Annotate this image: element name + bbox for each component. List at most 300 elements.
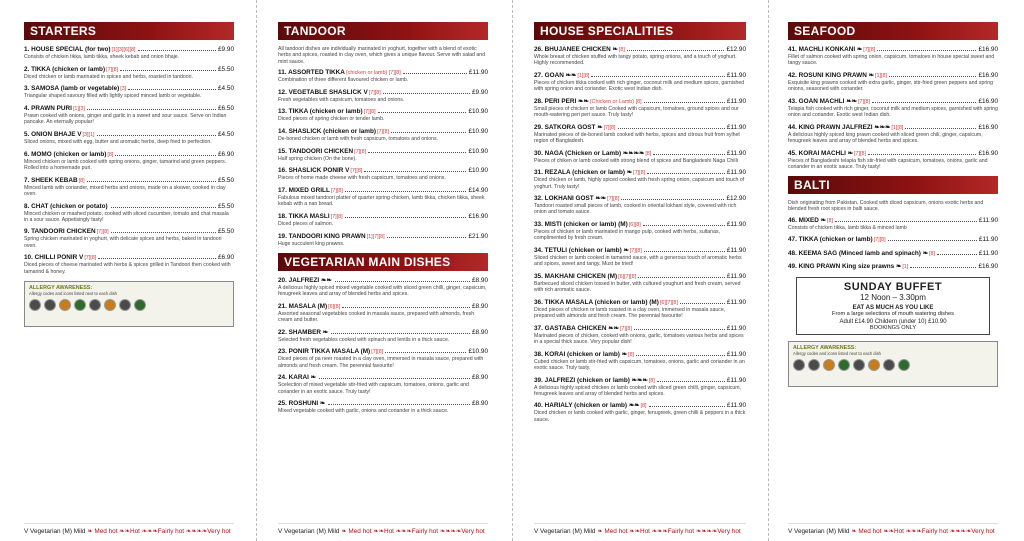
menu-item-title-row	[278, 128, 488, 136]
menu-item	[278, 348, 488, 368]
menu-item-name: 35. MAKHANI CHICKEN (M)	[534, 272, 618, 280]
allergen-codes: [1][8]	[577, 72, 590, 79]
allergy-box	[788, 341, 998, 387]
menu-item	[278, 277, 488, 297]
menu-item-title-row	[278, 348, 488, 356]
menu-item-title-row	[278, 277, 488, 285]
dot-leader	[345, 217, 467, 218]
menu-item	[788, 150, 998, 170]
spice-legend: V Vegetarian (M) Mild ❧ Med hot ❧❧Hot ❧❧❧Fairly hot ❧❧❧❧Very hot	[788, 523, 998, 535]
menu-item-name: 31. REZALA (chicken or lamb) ❧	[534, 169, 633, 177]
menu-item-title-row	[24, 131, 234, 139]
menu-item-description: Exquisite king prawns cooked with extra garlic, ginger, stir-fried green peppers and spring onions, seasoned with coriander.	[788, 79, 994, 93]
fold-line	[256, 0, 257, 541]
allergen-icon	[134, 299, 146, 311]
menu-item	[24, 151, 234, 171]
allergen-codes: [8]	[628, 351, 635, 358]
dot-leader	[368, 152, 466, 153]
menu-item-price: £10.90	[468, 128, 488, 135]
menu-item-description: Diced chicken or lamb marinated in spices and herbs, roasted in tandoori.	[24, 73, 193, 80]
menu-item-price: £4.50	[218, 85, 234, 93]
menu-item-price: £11.90	[726, 272, 746, 280]
section-header-seafood: SEAFOOD	[788, 22, 998, 40]
allergen-icon	[853, 359, 865, 371]
menu-item-price: £11.90	[468, 68, 488, 76]
dot-leader	[364, 171, 466, 172]
menu-item-name: 26. BHUJANEE CHICKEN ❧	[534, 46, 618, 53]
dot-leader	[680, 303, 725, 304]
menu-item-description: Huge succulent king prawns.	[278, 240, 345, 247]
dot-leader	[111, 207, 216, 208]
menu-item-price: £5.50	[218, 65, 234, 73]
allergen-icon	[808, 359, 820, 371]
menu-item-description: Whole breast of chicken stuffed with tangy potato, spring onions, and a touch of yoghurt. Highly recommended.	[534, 54, 737, 67]
menu-item	[278, 400, 488, 414]
menu-item	[788, 217, 998, 231]
menu-item-name: 12. VEGETABLE SHASLICK V	[278, 88, 368, 96]
menu-item-name: 8. CHAT (chicken or potato)	[24, 202, 108, 210]
menu-item-title-row	[534, 273, 746, 281]
starters-list	[24, 46, 234, 275]
menu-item-title-row	[788, 72, 998, 80]
menu-item-title-row	[788, 236, 998, 244]
menu-item-title-row	[534, 221, 746, 229]
menu-item-title-row	[534, 169, 746, 177]
panel-starters	[18, 0, 240, 541]
menu-item-description: Half spring chicken (On the bone).	[278, 155, 357, 162]
menu-item-price: £11.90	[726, 324, 746, 332]
menu-item	[788, 263, 998, 271]
menu-item-name: 38. KORAI (chicken or lamb) ❧	[534, 350, 628, 358]
menu-item-title-row	[534, 46, 746, 54]
menu-item-description: Sliced chicken or lamb cooked in tamarind sauce, with a generous touch of aromatic herbs and spices, sweet and tangy. Must be tried!	[534, 255, 742, 268]
allergen-icon	[898, 359, 910, 371]
menu-item-title-row	[278, 303, 488, 311]
menu-item	[788, 250, 998, 258]
allergen-codes: [7][8]	[619, 325, 632, 332]
menu-item-name: 3. SAMOSA (lamb or vegetable)	[24, 85, 120, 93]
menu-item-name: 39. JALFREZI (chicken or lamb) ❧❧❧	[534, 376, 648, 384]
menu-item-description: Barbecued sliced chicken tossed in butter, with cultured youghurt and fresh cream, served with rich aromatic sauce.	[534, 280, 741, 294]
menu-item-price: £21.90	[468, 232, 488, 240]
menu-item-description: Pieces of home made cheese with fresh capsicum, tomatoes and onions.	[278, 175, 446, 182]
menu-item-description: Pieces of Bangladeshi telapia fish stir-fried with capsicum, tomatoes, onions, garlic and coriander in an exotic sauce. Truly tasty!	[788, 157, 988, 170]
menu-item	[788, 98, 998, 118]
menu-item-description: Diced chicken or lamb cooked with garlic, ginger, fenugreek, green chilli & peppers in a thick sauce.	[534, 410, 746, 423]
menu-item	[788, 72, 998, 92]
allergy-title: ALLERGY AWARENESS:	[29, 284, 93, 291]
allergen-codes: [7][8]	[633, 170, 646, 177]
allergen-icon	[838, 359, 850, 371]
menu-item-price: £12.90	[726, 195, 746, 203]
buffet-booking: BOOKINGS ONLY	[869, 325, 917, 332]
menu-item-description: Fresh vegetables with capsicum, tomatoes and onions.	[278, 96, 405, 103]
menu-item-description: Assorted seasonal vegetables cooked in masala sauce, prepared with almonds, fresh cream and butter.	[278, 310, 475, 324]
menu-item	[534, 46, 746, 66]
menu-item-title-row	[788, 150, 998, 158]
dot-leader	[872, 102, 977, 103]
menu-item-description: Fabulous mixed tandoori platter of quarter spring chicken, lamb tikka, chicken tikka, sheek kebab with a nan bread.	[278, 195, 485, 208]
allergen-codes: [7][8]	[330, 214, 343, 221]
menu-item-price: £16.90	[978, 46, 998, 53]
allergen-codes: [8]	[645, 150, 652, 157]
allergen-codes: [8]	[618, 47, 625, 53]
menu-item-name: 49. KING PRAWN King size prawns ❧	[788, 263, 902, 271]
menu-item-name: 7. SHEEK KEBAB	[24, 176, 78, 184]
menu-item-name: 1. HOUSE SPECIAL (for two)	[24, 46, 111, 53]
menu-item-name: 17. MIXED GRILL	[278, 187, 330, 195]
dot-leader	[385, 352, 466, 353]
menu-item-price: £11.90	[978, 236, 998, 244]
allergen-codes: [1][8]	[891, 124, 904, 131]
menu-item-description: Minced chicken or lamb cooked with spring onions, ginger, tamarind and green peppers. Rolled into a homemade puri.	[24, 158, 227, 171]
seafood-list	[788, 46, 998, 170]
dot-leader	[653, 154, 725, 155]
menu-item-price: £9.90	[472, 88, 488, 96]
dot-leader	[868, 154, 976, 155]
menu-item-name: 36. TIKKA MASALA (chicken or lamb) (M)	[534, 298, 659, 306]
allergen-codes: [7][8]	[84, 255, 97, 262]
menu-item-description: Spring chicken marinated in yoghurt, with delicate spices and herbs, baked in tandoori oven.	[24, 236, 222, 249]
menu-item-title-row	[534, 351, 746, 359]
menu-item-name: 5. ONION BHAJE V	[24, 131, 82, 139]
menu-item-description: Diced pieces of cheese marinated with herbs & spices grilled in Tandoori then cooked with tamarind & honey.	[24, 262, 231, 275]
allergen-icon	[793, 359, 805, 371]
menu-item-price: £16.90	[978, 263, 998, 271]
menu-item-name: 18. TIKKA MASLI	[278, 213, 330, 221]
menu-item-name: 44. KING PRAWN JALFREZI ❧❧❧	[788, 123, 891, 131]
dot-leader	[657, 381, 725, 382]
menu-item-description: Pieces of chiken or lamb cooked with strong blend of spices and Bangladeshi Naga Chilli	[534, 157, 738, 164]
menu-item-name: 43. GOAN MACHLI ❧❧	[788, 97, 857, 105]
menu-item-price: £11.90	[726, 350, 746, 358]
menu-item	[788, 236, 998, 244]
dot-leader	[638, 277, 725, 278]
allergen-codes: [6][7][8]	[618, 273, 637, 280]
allergen-codes: [7][8]	[603, 124, 616, 131]
menu-item-price: £16.90	[978, 71, 998, 79]
menu-item	[24, 228, 234, 248]
menu-item-price: £12.90	[726, 46, 746, 53]
menu-item-price: £11.90	[726, 169, 746, 177]
allergen-codes: [1][7][8]	[366, 233, 385, 240]
allergen-codes: [3]	[120, 86, 127, 93]
menu-item	[788, 124, 998, 144]
dot-leader	[98, 258, 216, 259]
menu-item	[534, 377, 746, 397]
menu-item-description: Combination of three different flavoured chicken or lamb.	[278, 76, 409, 83]
menu-item-name: 9. TANDOORI CHICKEN	[24, 228, 96, 236]
dot-leader	[888, 240, 977, 241]
menu-item-description: Small pieces of chicken or lamb Cooked with capsicum, tomatoes, ground spices and our mouth-watering peri peri sauce. Truly tasty!	[534, 105, 739, 119]
menu-item-name: 42. ROSUNI KING PRAWN ❧	[788, 71, 874, 79]
menu-item-price: £11.90	[726, 376, 746, 384]
menu-item	[534, 325, 746, 345]
dot-leader	[115, 155, 216, 156]
menu-item-title-row	[788, 217, 998, 225]
menu-item-title-row	[788, 124, 998, 132]
menu-item-title-row	[24, 203, 234, 211]
menu-item-price: £11.90	[978, 216, 998, 224]
dot-leader	[383, 93, 470, 94]
allergen-codes: [1][3]	[72, 106, 85, 113]
allergen-icon	[59, 299, 71, 311]
menu-item-price: £6.50	[218, 105, 234, 113]
menu-item-title-row	[534, 402, 746, 410]
menu-item-description: Marinated pieces of de-boned lamb cooked with herbs, spices and citrous fruit from sylhet region of Bangladesh.	[534, 131, 740, 144]
allergen-icon	[868, 359, 880, 371]
menu-item	[278, 329, 488, 343]
menu-item-description: Minced lamb with coriander, mixed herbs and onions, made on a skewer, cooked in clay oven.	[24, 184, 226, 197]
spice-legend: V Vegetarian (M) Mild ❧ Med hot ❧❧Hot ❧❧❧Fairly hot ❧❧❧❧Very hot	[534, 523, 746, 535]
menu-item-price: £8.90	[472, 328, 488, 336]
dot-leader	[403, 73, 467, 74]
dot-leader	[387, 237, 467, 238]
menu-item	[24, 85, 234, 99]
menu-item	[534, 169, 746, 189]
menu-item-description: Prawn cooked with onions, ginger and garlic in a sweet and sour sauce. Serve on Indian pancake. An eternally popular!	[24, 113, 227, 126]
menu-item-name: 6. MOMO (chicken or lamb)	[24, 150, 107, 158]
dot-leader	[877, 50, 976, 51]
menu-item-name: 25. ROSHUNI ❧	[278, 400, 326, 408]
menu-item-title-row	[534, 98, 746, 106]
allergen-codes: [7][8]	[363, 109, 376, 116]
menu-item-title-row	[24, 151, 234, 159]
allergen-codes: [7][8]	[377, 129, 390, 135]
dot-leader	[634, 329, 725, 330]
allergen-codes: (Chicken or Lamb) [8]	[589, 98, 642, 105]
sunday-buffet-box	[796, 277, 990, 335]
tandoor-intro: All tandoori dishes are individually marinated in yoghurt, together with a blend of exotic herbs and spices, roasted in clay oven, which gives a unique flavour. Serve with salad and mint sauce.	[278, 46, 486, 65]
menu-item-title-row	[24, 177, 234, 185]
menu-item-description: Marinated pieces of chicken, cooked with onions, garlic, tomatoes various herbs and spices in a special thick sauce. Very popular dish!	[534, 332, 744, 345]
allergen-codes: [7][8]	[857, 98, 870, 105]
buffet-title: SUNDAY BUFFET	[843, 281, 943, 294]
menu-item-price: £10.90	[468, 147, 488, 155]
menu-item-description: Fillet of salmon cooked with spring onion, capsicum, tomatoes in house special sweet and tangy sauce.	[788, 54, 995, 67]
menu-item-name: 41. MACHLI KONKANI ❧	[788, 46, 863, 53]
allergen-codes: [1][3][6][8]	[111, 47, 136, 53]
allergen-codes: [3][1]	[82, 132, 95, 139]
allergen-icon-row	[793, 359, 993, 371]
menu-item-description: Consists of chicken tikka, lamb tikka & minced lamb	[788, 224, 907, 231]
dot-leader	[87, 181, 216, 182]
menu-item-name: 30. NAGA (Chicken or Lamb) ❧❧❧❧	[534, 149, 645, 157]
menu-item-description: Diced pieces of chicken or lamb roasted in a clay oven, immersed in masala sauce, prepared with almonds and fresh cream. The perennial favourite!	[534, 306, 726, 320]
menu-item-price: £10.90	[468, 348, 488, 356]
menu-item-description: Scelection of mixed vegetable stir-fried with capsicum, tomatoes, onions, garlic and coriander in an exotic sauce. Truly tasty!	[278, 382, 469, 395]
menu-item-description: Diced pieces of salmon.	[278, 221, 334, 228]
dot-leader	[97, 135, 216, 136]
menu-item-title-row	[278, 108, 488, 116]
menu-item-title-row	[24, 228, 234, 236]
dot-leader	[621, 199, 724, 200]
menu-item-title-row	[534, 325, 746, 333]
menu-item-description: A delicious highly spiced king prawn cooked with sliced green chili, ginger, capsicum, fenugreek leaves and array of blended herbs and spices.	[788, 131, 983, 144]
menu-item	[534, 273, 746, 293]
buffet-time: 12 Noon – 3.30pm	[860, 293, 926, 303]
balti-intro: Dish originating from Pakistan. Cooked with diced capsicum, onions exotic herbs and blended fresh root spices in balti sauce.	[788, 200, 984, 213]
menu-item-name: 34. TETULI (chicken or lamb) ❧	[534, 247, 629, 255]
menu-item-price: £10.90	[468, 167, 488, 175]
menu-item	[534, 402, 746, 422]
menu-item-description: Minced chicken or mashed potato, cooked with sliced cucumber, tomato and chat masala in a sour sauce. Appetisingly tasty!	[24, 210, 229, 223]
menu-item-title-row	[24, 105, 234, 113]
allergen-icon-row	[29, 299, 229, 311]
menu-item	[534, 150, 746, 164]
menu-item-price: £8.90	[472, 276, 488, 284]
dot-leader	[391, 132, 466, 133]
dot-leader	[649, 406, 725, 407]
menu-item-name: 40. HARIALY (chicken or lamb) ❧❧	[534, 402, 640, 410]
allergen-codes: [1][8]	[874, 72, 887, 79]
menu-item-name: 15. TANDOORI CHICKEN	[278, 147, 354, 155]
allergen-icon	[119, 299, 131, 311]
allergen-codes: (chicken or lamb) [7][8]	[345, 69, 401, 76]
allergen-codes: [7][8]	[96, 229, 109, 236]
menu-item	[534, 98, 746, 118]
menu-item-price: £9.90	[218, 46, 234, 53]
menu-item-price: £4.50	[218, 131, 234, 139]
vegetarian-list	[278, 277, 488, 415]
allergen-codes: [7][8]	[863, 47, 876, 53]
menu-item-price: £10.90	[468, 108, 488, 116]
allergen-icon	[104, 299, 116, 311]
section-header-balti: BALTI	[788, 176, 998, 194]
menu-item-description: Mixed vegetable cooked with garlic, onions and coriander in a thick sauce.	[278, 408, 449, 415]
menu-item-price: £11.90	[726, 123, 746, 131]
allergen-codes: [8]	[107, 151, 114, 158]
dot-leader	[889, 76, 976, 77]
allergen-codes: [1]	[902, 264, 909, 271]
menu-item-name: 29. SATKORA GOST ❧	[534, 123, 603, 131]
menu-item-price: £11.90	[726, 298, 746, 306]
menu-item-description: Tandoori roasted small pieces of lamb, cooked in oriental lokhani style, covered with rich onion and tomato sauce.	[534, 203, 737, 216]
allergen-codes: [8]	[648, 377, 655, 384]
menu-item-name: 33. MISTI (chicken or lamb) (M)	[534, 221, 628, 229]
buffet-eat: EAT AS MUCH AS YOU LIKE	[852, 305, 934, 312]
allergen-codes: [7][8]	[629, 248, 642, 255]
menu-item-title-row	[278, 148, 488, 156]
menu-item-title-row	[278, 69, 488, 77]
menu-item	[534, 299, 746, 319]
menu-item-price: £11.90	[726, 402, 746, 410]
menu-item	[534, 124, 746, 144]
menu-item-price: £11.90	[726, 149, 746, 157]
section-header-starters: STARTERS	[24, 22, 234, 40]
menu-item-price: £16.90	[468, 213, 488, 221]
menu-item-name: 4. PRAWN PURI	[24, 105, 72, 113]
allergen-codes: [7][8]	[354, 148, 367, 155]
menu-item-title-row	[278, 187, 488, 195]
allergen-codes: [8]	[640, 403, 647, 410]
menu-item-price: £16.90	[978, 97, 998, 105]
menu-item	[534, 195, 746, 215]
house-list	[534, 46, 746, 423]
menu-item-price: £8.90	[472, 400, 488, 408]
allergen-codes: [8]	[827, 217, 834, 224]
menu-item-price: £16.90	[978, 123, 998, 131]
menu-item-description: Sliced onions, mixed with egg, butter and aromatic herbs, deep fried to perfection.	[24, 139, 212, 146]
menu-item-title-row	[278, 89, 488, 97]
menu-item-name: 10. CHILLI PONIR V	[24, 254, 84, 262]
dot-leader	[319, 378, 470, 379]
allergen-icon	[44, 299, 56, 311]
allergen-icon	[29, 299, 41, 311]
section-header-tandoor: TANDOOR	[278, 22, 488, 40]
menu-item	[24, 254, 234, 274]
menu-item-title-row	[278, 213, 488, 221]
allergen-codes: [7][8]	[368, 89, 381, 96]
menu-item-name: 46. MIXED ❧	[788, 216, 827, 224]
allergen-icon	[74, 299, 86, 311]
allergen-codes: [7][8]	[371, 349, 384, 356]
dot-leader	[643, 225, 725, 226]
dot-leader	[937, 254, 977, 255]
menu-item-title-row	[278, 400, 488, 408]
menu-item-title-row	[534, 247, 746, 255]
menu-item	[24, 177, 234, 197]
menu-item-price: £8.90	[472, 374, 488, 382]
menu-item-price: £8.90	[472, 302, 488, 310]
menu-item-description: Diced chicken or lamb, highly spiced cooked with fresh spring onion, capsicum and touch of yoghurt. Truly tasty!	[534, 177, 745, 190]
dot-leader	[618, 128, 725, 129]
section-header-house: HOUSE SPECIALITIES	[534, 22, 746, 40]
allergen-codes: [7][8]	[607, 196, 620, 203]
allergen-codes: [8]	[78, 177, 85, 184]
menu-item-title-row	[534, 124, 746, 132]
menu-item-title-row	[788, 250, 998, 258]
allergen-icon	[823, 359, 835, 371]
menu-item-title-row	[278, 167, 488, 175]
spice-legend: V Vegetarian (M) Mild ❧ Med hot ❧❧Hot ❧❧❧Fairly hot ❧❧❧❧Very hot	[278, 523, 488, 535]
menu-item-name: 21. MASALA (M)	[278, 302, 328, 310]
tandoor-list	[278, 69, 488, 247]
menu-item	[278, 233, 488, 247]
menu-item-name: 19. TANDOORI KING PRAWN	[278, 232, 366, 240]
menu-item	[278, 89, 488, 103]
menu-item	[278, 187, 488, 207]
allergen-codes: [7][8]	[106, 66, 119, 73]
allergy-subtitle: Allergy codes and icons listed next to each dish	[29, 290, 117, 296]
menu-item-description: De-boned chicken or lamb with fresh capsicum, tomatoes and onions.	[278, 136, 439, 142]
dot-leader	[627, 50, 725, 51]
menu-item-description: A delicious highly spiced mixed vegetable cooked with sliced green chilli, ginger, capsicum, fenugreek leaves and array of blended herbs and spices.	[278, 284, 487, 298]
menu-item-title-row	[534, 299, 746, 307]
dot-leader	[835, 221, 977, 222]
menu-item	[534, 72, 746, 92]
menu-item-description: A delicious highly spiced chicken or lamb cooked with sliced green chilli, ginger, capsicum, fenugreek leaves and array of blended herbs and spices.	[534, 384, 742, 397]
menu-item	[278, 303, 488, 323]
dot-leader	[378, 112, 467, 113]
allergy-box	[24, 281, 234, 327]
menu-item-description: Selected fresh vegetables cooked with spinach and lentils in a thick sauce.	[278, 336, 450, 343]
menu-item	[278, 69, 488, 83]
allergen-codes: [6][8]	[628, 222, 641, 229]
menu-item-title-row	[788, 263, 998, 271]
dot-leader	[647, 173, 725, 174]
dot-leader	[87, 109, 216, 110]
dot-leader	[342, 307, 470, 308]
balti-list	[788, 217, 998, 272]
menu-item	[278, 374, 488, 394]
dot-leader	[328, 404, 470, 405]
dot-leader	[335, 281, 470, 282]
menu-item-title-row	[24, 46, 234, 54]
menu-item-description: Cubed chicken or lamb stir-fried with capsicum, tomatoes, onions, garlic and coriander in an exotic sauce. Truly tasty.	[534, 358, 745, 371]
menu-item-name: 28. PERI PERI ❧❧	[534, 97, 589, 105]
menu-item	[534, 221, 746, 241]
